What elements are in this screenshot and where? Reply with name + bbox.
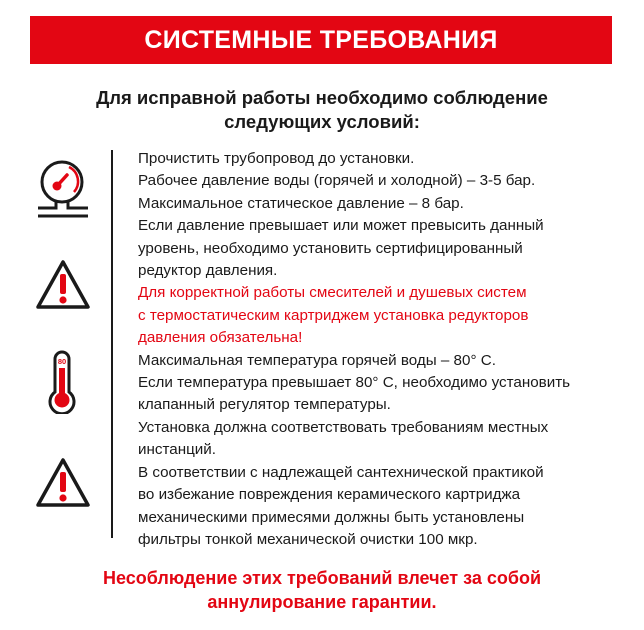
requirement-line: Если давление превышает или может превысить данный [138, 217, 544, 235]
requirement-line: Прочистить трубопровод до установки. [138, 150, 415, 167]
requirement-line: уровень, необходимо установить сертифицированный [138, 239, 523, 257]
requirement-line: фильтры тонкой механической очистки 100 мкр. [138, 530, 478, 548]
requirement-line: во избежание повреждения керамического картриджа [138, 486, 521, 504]
warranty-warning-line: аннулирование гарантии. [207, 592, 437, 612]
vertical-divider [111, 150, 113, 538]
title-banner [30, 16, 612, 64]
requirement-line: Установка должна соответствовать требованиям местных [138, 418, 549, 436]
requirement-line: инстанций. [138, 441, 216, 459]
requirement-warning-line: с термостатическим картриджем установка редукторов [138, 306, 529, 324]
requirement-warning-line: давления обязательна! [138, 329, 303, 347]
intro-heading [0, 86, 644, 134]
intro-line: следующих условий: [224, 111, 420, 132]
requirement-warning-line: Для корректной работы смесителей и душевых систем [138, 284, 527, 302]
requirement-line: Рабочее давление воды (горячей и холодной) – 3-5 бар. [138, 172, 536, 190]
requirement-line: клапанный регулятор температуры. [138, 396, 391, 414]
warning-triangle-icon [34, 258, 92, 312]
warranty-warning [0, 566, 644, 614]
requirement-line: механическими примесями должны быть установлены [138, 508, 525, 526]
thermometer-label: 80 [57, 357, 67, 366]
pressure-gauge-icon [34, 158, 94, 224]
warranty-warning-line: Несоблюдение этих требований влечет за собой [102, 568, 542, 588]
page-title: СИСТЕМНЫЕ ТРЕБОВАНИЯ [144, 25, 498, 54]
thermometer-icon [46, 350, 78, 414]
requirement-line: редуктор давления. [138, 262, 278, 280]
requirement-line: Максимальная температура горячей воды – 80° C. [138, 351, 496, 369]
requirement-line: Если температура превышает 80° C, необходимо установить [138, 374, 571, 392]
requirement-line: В соответствии с надлежащей сантехнической практикой [138, 463, 544, 481]
requirements-list [138, 148, 618, 551]
intro-line: Для исправной работы необходимо соблюдение [96, 87, 548, 108]
requirement-line: Максимальное статическое давление – 8 бар. [138, 194, 464, 212]
warning-triangle-icon [34, 456, 92, 510]
